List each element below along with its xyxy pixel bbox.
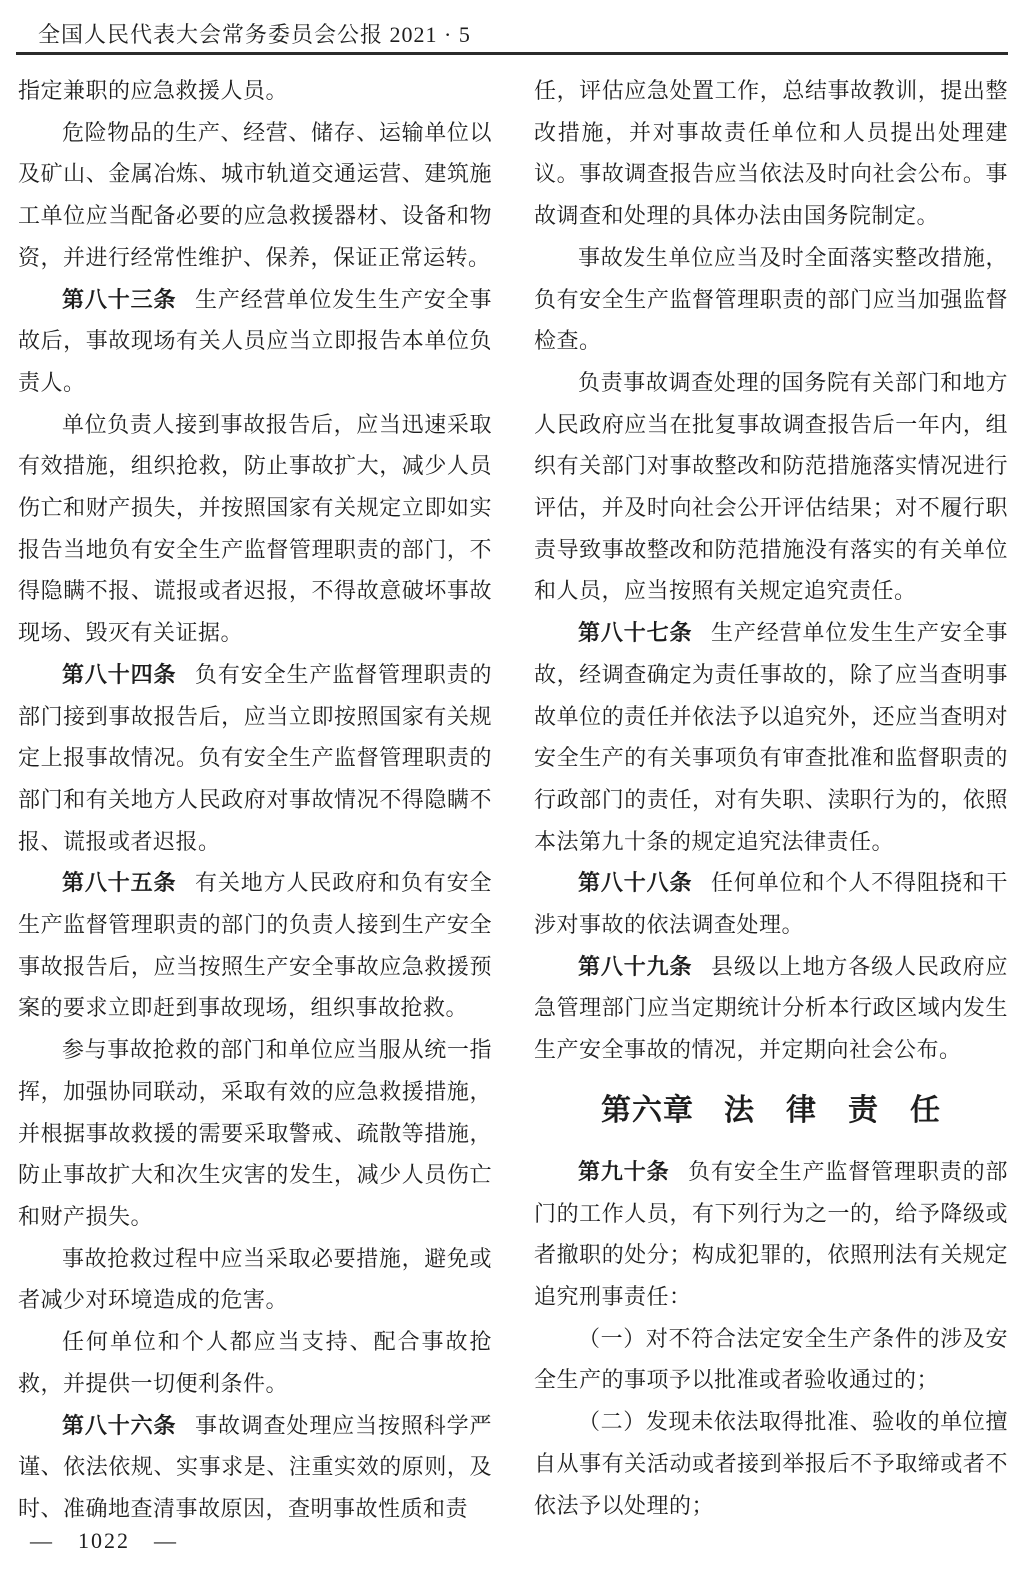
header-title: 全国人民代表大会常务委员会公报 2021 · 5 <box>38 22 471 47</box>
content <box>18 70 1008 1530</box>
paragraph: 事故发生单位应当及时全面落实整改措施，负有安全生产监督管理职责的部门应当加强监督检查。 <box>534 244 1008 354</box>
article-number: 第八十四条 <box>62 661 177 687</box>
article-number: 第八十九条 <box>578 953 693 979</box>
page-number: — 1022 — <box>30 1528 179 1553</box>
article-number: 第八十六条 <box>62 1412 177 1438</box>
article-number: 第八十五条 <box>62 870 177 896</box>
chapter-heading <box>534 1090 1008 1132</box>
column-left <box>18 70 492 1530</box>
article-paragraph: 第八十五条 有关地方人民政府和负有安全生产监督管理职责的部门的负责人接到生产安全事故报告后，应当按照生产安全事故应急救援预案的要求立即赶到事故现场，组织事故抢救。 <box>18 870 492 1021</box>
paragraph: 单位负责人接到事故报告后，应当迅速采取有效措施，组织抢救，防止事故扩大，减少人员伤亡和财产损失，并按照国家有关规定立即如实报告当地负有安全生产监督管理职责的部门，不得隐瞒不报、谎报或者迟报，不得故意破坏事故现场、毁灭有关证据。 <box>18 411 492 646</box>
paragraph: 参与事故抢救的部门和单位应当服从统一指挥，加强协同联动，采取有效的应急救援措施，并根据事故救援的需要采取警戒、疏散等措施，防止事故扩大和次生灾害的发生，减少人员伤亡和财产损失。 <box>18 1037 492 1229</box>
chapter-title: 法 律 责 任 <box>724 1093 941 1127</box>
paragraph: 危险物品的生产、经营、储存、运输单位以及矿山、金属冶炼、城市轨道交通运营、建筑施工单位应当配备必要的应急救援器材、设备和物资，并进行经常性维护、保养，保证正常运转。 <box>18 119 492 270</box>
column-right <box>534 70 1008 1530</box>
article-paragraph: 第八十九条 县级以上地方各级人民政府应急管理部门应当定期统计分析本行政区域内发生生产安全事故的情况，并定期向社会公布。 <box>534 953 1008 1063</box>
page-header <box>38 18 471 49</box>
paragraph: 事故抢救过程中应当采取必要措施，避免或者减少对环境造成的危害。 <box>18 1245 492 1313</box>
article-paragraph: 第八十六条 事故调查处理应当按照科学严谨、依法依规、实事求是、注重实效的原则，及时、准确地查清事故原因，查明事故性质和责 <box>18 1412 492 1521</box>
paragraph: 负责事故调查处理的国务院有关部门和地方人民政府应当在批复事故调查报告后一年内，组织有关部门对事故整改和防范措施落实情况进行评估，并及时向社会公开评估结果；对不履行职责导致事故整改和防范措施没有落实的有关单位和人员，应当按照有关规定追究责任。 <box>534 369 1008 604</box>
article-paragraph: 第八十三条 生产经营单位发生生产安全事故后，事故现场有关人员应当立即报告本单位负责人。 <box>18 286 492 395</box>
paragraph: （一）对不符合法定安全生产条件的涉及安全生产的事项予以批准或者验收通过的； <box>534 1325 1008 1393</box>
paragraph: 任，评估应急处置工作，总结事故教训，提出整改措施，并对事故责任单位和人员提出处理建议。事故调查报告应当依法及时向社会公布。事故调查和处理的具体办法由国务院制定。 <box>534 78 1008 229</box>
paragraph: （二）发现未依法取得批准、验收的单位擅自从事有关活动或者接到举报后不予取缔或者不依法予以处理的； <box>534 1409 1008 1518</box>
article-paragraph: 第八十四条 负有安全生产监督管理职责的部门接到事故报告后，应当立即按照国家有关规定上报事故情况。负有安全生产监督管理职责的部门和有关地方人民政府对事故情况不得隐瞒不报、谎报或者迟报。 <box>18 661 492 854</box>
article-number: 第八十七条 <box>578 620 693 646</box>
article-paragraph: 第八十七条 生产经营单位发生生产安全事故，经调查确定为责任事故的，除了应当查明事故单位的责任并依法予以追究外，还应当查明对安全生产的有关事项负有审查批准和监督职责的行政部门的责任，对有失职、渎职行为的，依照本法第九十条的规定追究法律责任。 <box>534 620 1008 854</box>
article-number: 第九十条 <box>578 1158 670 1184</box>
article-paragraph: 第八十八条 任何单位和个人不得阻挠和干涉对事故的依法调查处理。 <box>534 870 1008 938</box>
paragraph: 指定兼职的应急救援人员。 <box>18 78 289 103</box>
header-rule <box>16 52 1008 55</box>
article-number: 第八十三条 <box>62 286 177 312</box>
chapter-number: 第六章 <box>601 1093 694 1127</box>
article-number: 第八十八条 <box>578 870 693 896</box>
paragraph: 任何单位和个人都应当支持、配合事故抢救，并提供一切便利条件。 <box>18 1329 492 1396</box>
article-paragraph: 第九十条 负有安全生产监督管理职责的部门的工作人员，有下列行为之一的，给予降级或者撤职的处分；构成犯罪的，依照刑法有关规定追究刑事责任： <box>534 1158 1008 1309</box>
